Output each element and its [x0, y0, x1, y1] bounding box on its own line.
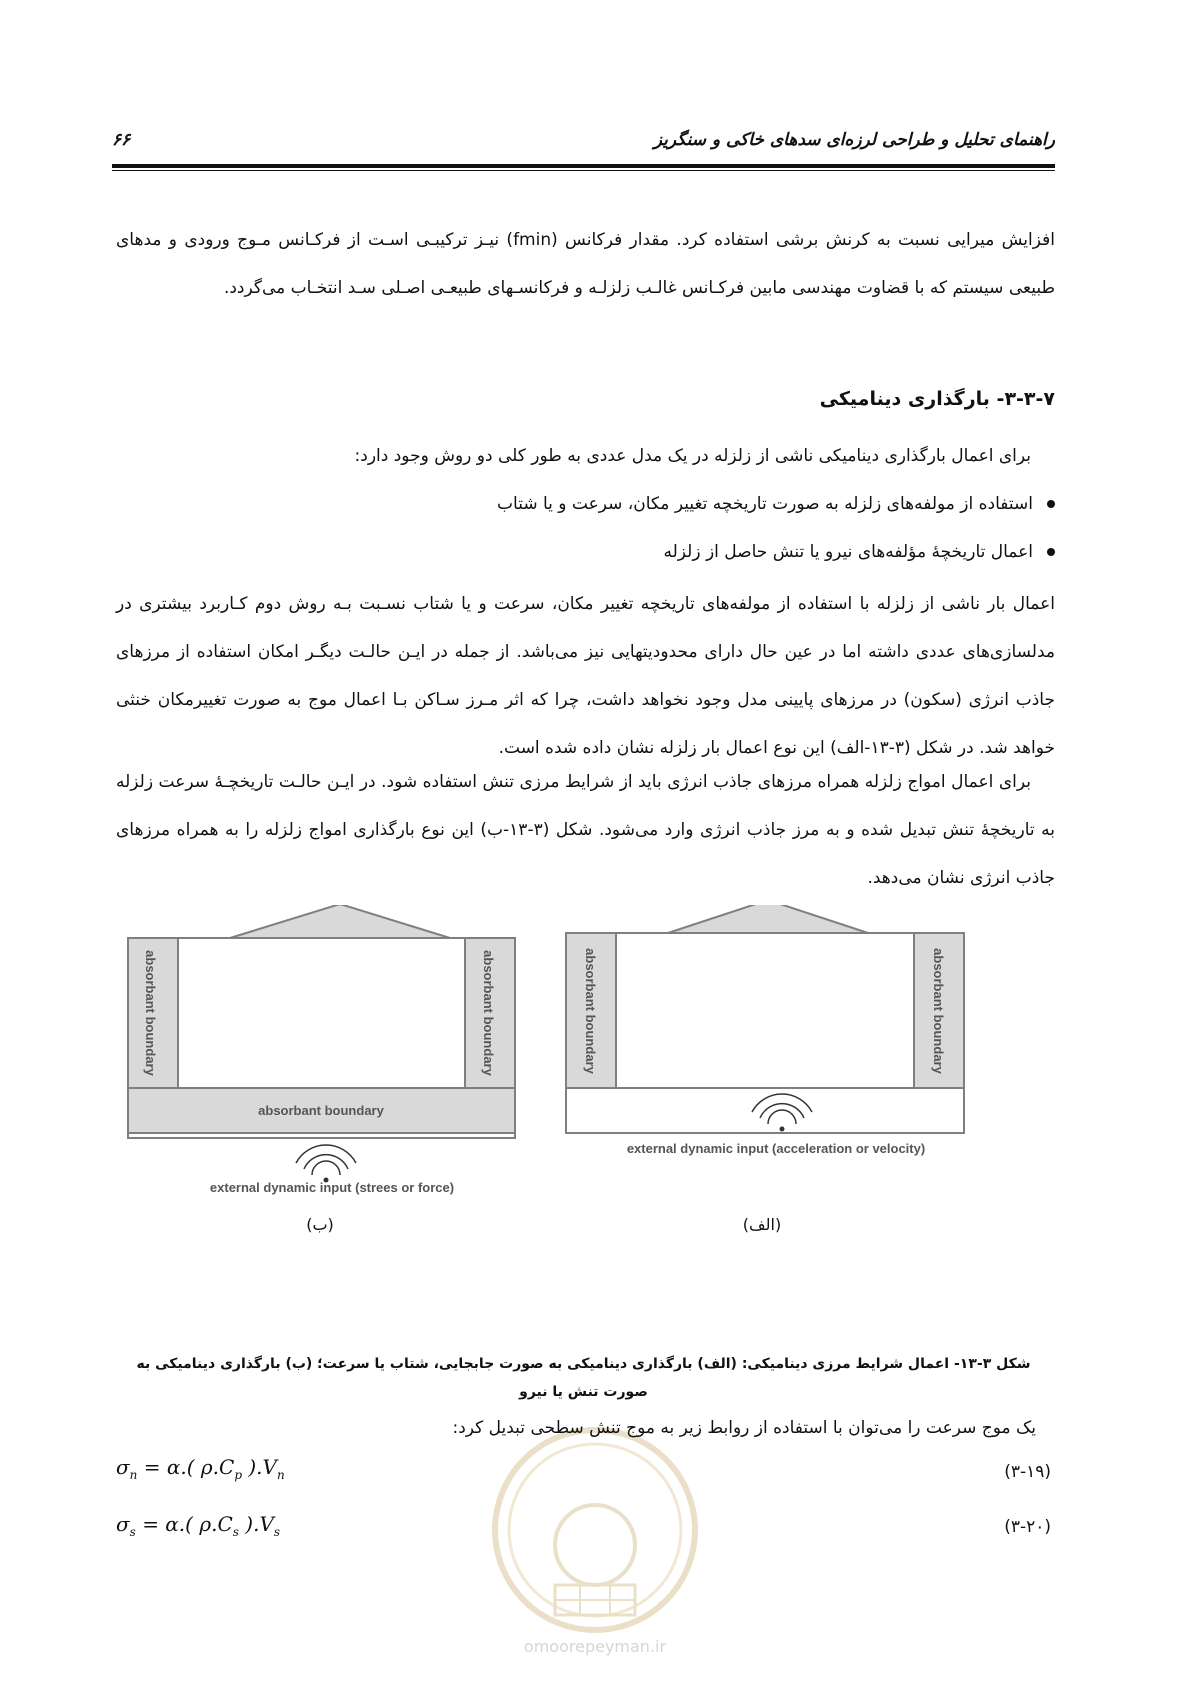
input-label: external dynamic input (acceleration or velocity) [626, 1141, 926, 1156]
bullet-icon [1047, 548, 1055, 556]
eq-sub: n [276, 1468, 285, 1482]
running-title: راهنمای تحلیل و طراحی لرزه‌ای سدهای خاکی و سنگریز [653, 130, 1055, 150]
intro-line: برای اعمال بارگذاری دینامیکی ناشی از زلزله در یک مدل عددی به طور کلی دو روش وجود دارد: [354, 446, 1031, 466]
header-rule [112, 164, 1055, 168]
bullet-text: اعمال تاریخچۀ مؤلفه‌های نیرو یا تنش حاصل از زلزله [663, 542, 1033, 562]
bullet-list [497, 480, 1055, 576]
section-heading: ۳-۳-۷- بارگذاری دینامیکی [819, 388, 1055, 410]
eq-sub: p [234, 1468, 242, 1482]
equation-20 [116, 1512, 280, 1539]
watermark-text: omoorepeyman.ir [523, 1637, 667, 1656]
figure-panel-b [128, 905, 515, 1234]
paragraph-2: اعمال بار ناشی از زلزله با استفاده از مولفه‌های تاریخچه تغییر مکان، سرعت و یا شتاب نسـبت بـه روش دوم کـاربرد بیشتری در مدلسازی‌های عددی داشته اما در عین حال دارای محدودیتهایی نیز می‌باشد. از جمله در ایـن حالـت دیگـر امکان استفاده از مرزهای جاذب انرژی (سکون) در مرزهای پایینی مدل وجود نخواهد داشت، چرا که اثر مـرز سـاکن بـا اعمال موج به صورت تغییرمکان خنثی خواهد شد. در شکل (۳-۱۳-الف) این نوع اعمال بار زلزله نشان داده شده است. [116, 594, 1055, 758]
boundary-label: absorbant boundary [258, 1103, 384, 1118]
formula-intro: یک موج سرعت را می‌توان با استفاده از روابط زیر به موج تنش سطحی تبدیل کرد: [452, 1418, 1036, 1438]
eq-lhs: σ [116, 1512, 130, 1536]
eq-rhs: = α.( ρ.C [143, 1455, 235, 1479]
list-item [497, 480, 1055, 528]
equation-19 [116, 1455, 285, 1482]
eq-sub: s [129, 1525, 136, 1539]
wave-source-icon [296, 1145, 356, 1183]
list-item [497, 528, 1055, 576]
eq-sub: n [129, 1468, 138, 1482]
bullet-icon [1047, 500, 1055, 508]
watermark-seal [485, 1425, 705, 1665]
eq-sub: s [232, 1525, 239, 1539]
seal-icon [485, 1425, 705, 1635]
boundary-conditions-figure [120, 905, 1060, 1325]
equation-number: (۳-۱۹) [1004, 1462, 1051, 1482]
dam-crest-shape [230, 905, 450, 938]
boundary-label: absorbant boundary [481, 950, 496, 1076]
paragraph-3: برای اعمال امواج زلزله همراه مرزهای جاذب انرژی باید از شرایط مرزی تنش استفاده شود. در ایـن حالـت تاریخچـۀ سرعت زلزله به تاریخچۀ تنش تبدیل شده و به مرز جاذب انرژی وارد می‌شود. شکل (۳-۱۳-ب) این نوع بارگذاری امواج زلزله را به همراه مرزهای جاذب انرژی نشان می‌دهد. [116, 772, 1055, 888]
input-label: external dynamic input (strees or force) [209, 1180, 455, 1195]
figure-caption: شکل ۳-۱۳- اعمال شرایط مرزی دینامیکی: (الف) بارگذاری دینامیکی به صورت جابجایی، شتاب یا سرعت؛ (ب) بارگذاری دینامیکی به صورت تنش یا نیرو [136, 1356, 1031, 1400]
paragraph-1: افزایش میرایی نسبت به کرنش برشی استفاده کرد. مقدار فرکانس (fmin) نیـز ترکیبـی اسـت از فرکـانس مـوج ورودی و مدهای طبیعی سیستم که با قضاوت مهندسی مابین فرکـانس غالـب زلزلـه و فرکانسـهای طبیعـی اصـلی سـد انتخـاب می‌گردد. [116, 230, 1055, 298]
eq-lhs: σ [116, 1455, 130, 1479]
equation-number: (۳-۲۰) [1004, 1517, 1051, 1537]
boundary-label: absorbant boundary [931, 948, 946, 1074]
page-number: ۶۶ [112, 130, 131, 150]
eq-rhs: = α.( ρ.C [142, 1512, 233, 1536]
bullet-text: استفاده از مولفه‌های زلزله به صورت تاریخچه تغییر مکان، سرعت و یا شتاب [497, 494, 1033, 514]
figure-panel-a [566, 905, 964, 1234]
boundary-label: absorbant boundary [143, 950, 158, 1076]
boundary-label: absorbant boundary [583, 948, 598, 1074]
dam-crest-shape [668, 905, 868, 933]
panel-label: (ب) [306, 1215, 334, 1234]
header-rule-thin [112, 170, 1055, 171]
eq-rhs: ).V [238, 1512, 274, 1536]
eq-sub: s [273, 1525, 281, 1539]
panel-label: (الف) [742, 1215, 782, 1234]
eq-rhs: ).V [242, 1455, 277, 1479]
model-domain [566, 933, 964, 1133]
